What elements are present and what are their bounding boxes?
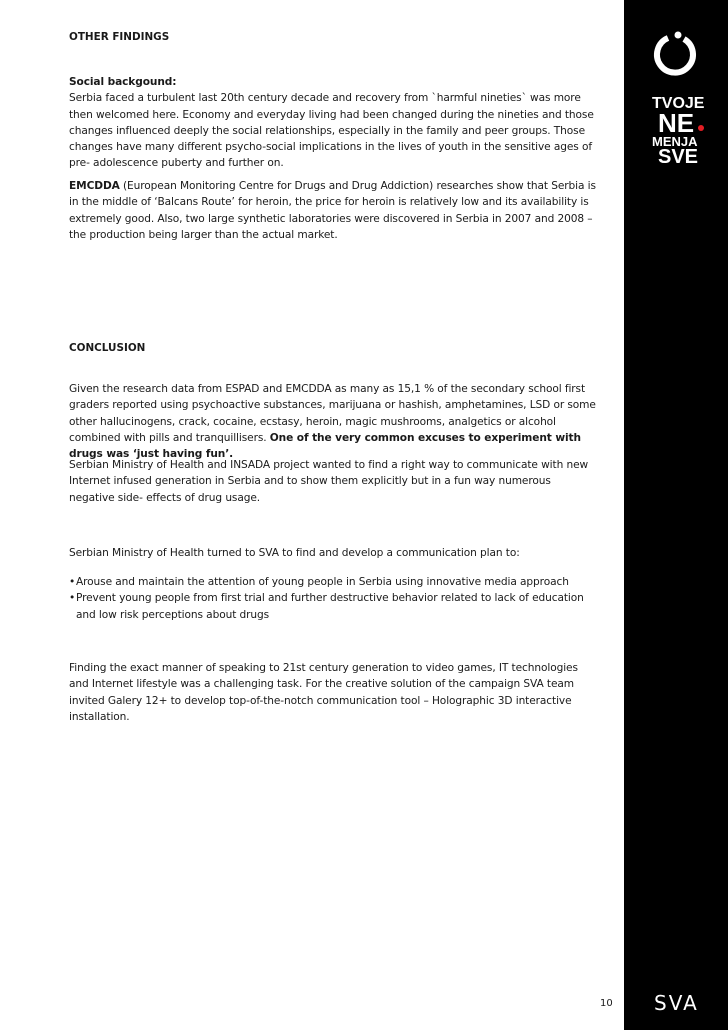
list-item: • Prevent young people from first trial and further destructive behavior related to lack of education and low risk perceptions about drugs — [69, 590, 599, 623]
social-background-title: Social backgound: — [69, 76, 177, 88]
emcdda-term: EMCDDA — [69, 180, 120, 192]
conclusion-paragraph-2: Serbian Ministry of Health and INSADA project wanted to find a right way to communicate with new Internet infused generation in Serbia and to show them explicitly but in a fun way numerous negative side- effects of drug usage. — [69, 459, 589, 504]
power-ring-icon — [650, 30, 698, 78]
other-findings-heading: OTHER FINDINGS — [69, 31, 170, 43]
conclusion-heading: CONCLUSION — [69, 342, 146, 354]
emcdda-paragraph — [69, 178, 599, 243]
plan-bullet-list — [69, 574, 599, 623]
list-item: • Arouse and maintain the attention of young people in Serbia using innovative media approach — [69, 574, 599, 590]
conclusion-p1-text: Given the research data from ESPAD and EMCDDA as many as 15,1 % of the secondary school first graders reported using psychoactive substances, marijuana or hashish, amphetamines, LSD or some other hallucinogens, crack, cocaine, ecstasy, heroin, magic mushrooms, analgetics or alcohol combined with pills and tranquillisers. — [69, 383, 596, 444]
conclusion-paragraph-3: Serbian Ministry of Health turned to SVA to find and develop a communication plan to: — [69, 547, 520, 559]
page-number: 10 — [600, 998, 613, 1009]
emcdda-text: (European Monitoring Centre for Drugs and Drug Addiction) researches show that Serbia is in the middle of ‘Balcans Route’ for heroin, the price for heroin is relatively low and its availability is extremely good. Also, two large synthetic laboratories were discovered in Serbia in 2007 and 2008 – the production being larger than the actual market. — [69, 180, 596, 241]
logo-line-menja: MENJA — [652, 134, 698, 149]
conclusion-paragraph-4: Finding the exact manner of speaking to 21st century generation to video games, IT technologies and Internet lifestyle was a challenging task. For the creative solution of the campaign SVA team invited Galery 12+ to develop top-of-the-notch communication tool – Holographic 3D interactive installation. — [69, 662, 578, 723]
logo-line-sve: SVE — [658, 146, 699, 168]
logo-line-ne: NE — [658, 108, 695, 138]
social-background-section — [69, 74, 599, 172]
conclusion-paragraph-1 — [69, 381, 599, 462]
logo-line-tvoje: TVOJE — [652, 95, 705, 112]
red-dot-icon — [698, 125, 704, 131]
social-background-text: Serbia faced a turbulent last 20th century decade and recovery from `harmful nineties` was more then welcomed here. Economy and everyday living had been changed during the nineties and those changes influenced deeply the social relationships, especially in the family and peer groups. Those changes have many different psycho-social implications in the lives of youth in the sensitive ages of pre- adolescence puberty and further on. — [69, 92, 594, 170]
conclusion-p1-bold: One of the very common excuses to experiment with drugs was ‘just having fun’. — [69, 431, 581, 461]
sva-logo: SVA — [654, 991, 699, 1015]
